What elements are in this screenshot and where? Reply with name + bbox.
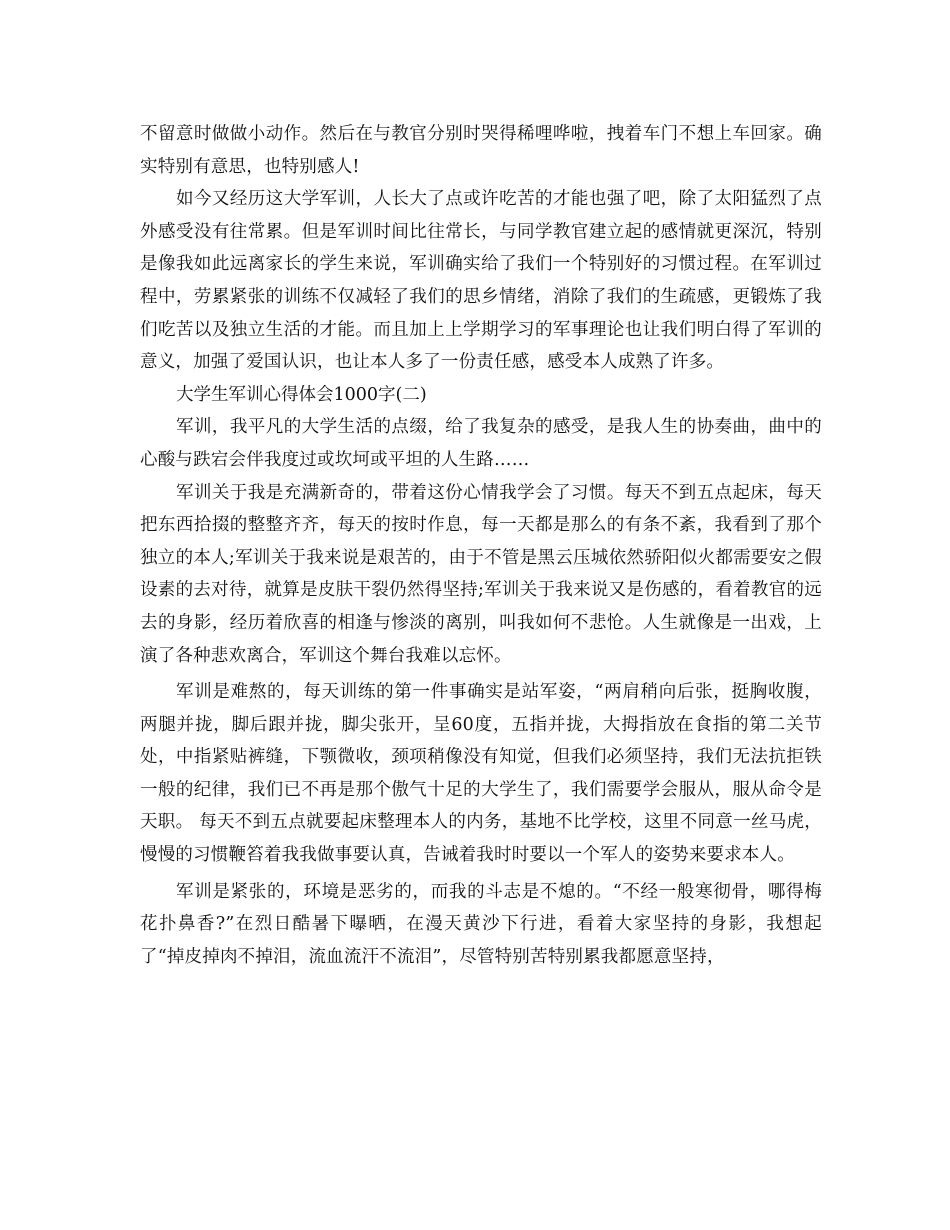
document-page bbox=[140, 118, 822, 973]
paragraph-hard-training: 军训是难熬的，每天训练的第一件事确实是站军姿，“两肩稍向后张，挺胸收腹，两腿并拢，脚后跟并拢，脚尖张开，呈60度，五指并拢，大拇指放在食指的第二关节处，中指紧贴裤缝，下颚微收，颈项稍像没有知觉，但我们必须坚持，我们无法抗拒铁一般的纪律，我们已不再是那个傲气十足的大学生了，我们需要学会服从，服从命令是天职。 每天不到五点就要起床整理本人的内务，基地不比学校，这里不同意一丝马虎，慢慢的习惯鞭笞着我我做事要认真，告诫着我时时要以一个军人的姿势来要求本人。 bbox=[140, 682, 822, 866]
paragraph-tense-environment: 军训是紧张的，环境是恶劣的，而我的斗志是不熄的。“不经一般寒彻骨，哪得梅花扑鼻香?”在烈日酷暑下曝晒，在漫天黄沙下行进，看着大家坚持的身影，我想起了“掉皮掉肉不掉泪，流血流汗不流泪”，尽管特别苦特别累我都愿意坚持， bbox=[140, 881, 822, 967]
paragraph-intro: 军训，我平凡的大学生活的点缀，给了我复杂的感受，是我人生的协奏曲，曲中的心酸与跌宕会伴我度过或坎坷或平坦的人生路…… bbox=[140, 417, 822, 470]
paragraph-continuation: 不留意时做做小动作。然后在与教官分别时哭得稀哩哗啦，拽着车门不想上车回家。确实特别有意思，也特别感人! bbox=[140, 124, 822, 177]
paragraph-novelty: 军训关于我是充满新奇的，带着这份心情我学会了习惯。每天不到五点起床，每天把东西拾掇的整整齐齐，每天的按时作息，每一天都是那么的有条不紊，我看到了那个独立的本人;军训关于我来说是艰苦的，由于不管是黑云压城依然骄阳似火都需要安之假设素的去对待，就算是皮肤干裂仍然得坚持;军训关于我来说又是伤感的，看着教官的远去的身影，经历着欣喜的相逢与惨淡的离别，叫我如何不悲怆。人生就像是一出戏，上演了各种悲欢离合，军训这个舞台我难以忘怀。 bbox=[140, 482, 822, 666]
paragraph-university-training: 如今又经历这大学军训，人长大了点或许吃苦的才能也强了吧，除了太阳猛烈了点外感受没有往常累。但是军训时间比往常长，与同学教官建立起的感情就更深沉，特别是像我如此远离家长的学生来说，军训确实给了我们一个特别好的习惯过程。在军训过程中，劳累紧张的训练不仅减轻了我们的思乡情绪，消除了我们的生疏感，更锻炼了我们吃苦以及独立生活的才能。而且加上上学期学习的军事理论也让我们明白得了军训的意义，加强了爱国认识，也让本人多了一份责任感，感受本人成熟了许多。 bbox=[140, 189, 822, 373]
section-heading: 大学生军训心得体会1000字(二) bbox=[176, 384, 427, 405]
